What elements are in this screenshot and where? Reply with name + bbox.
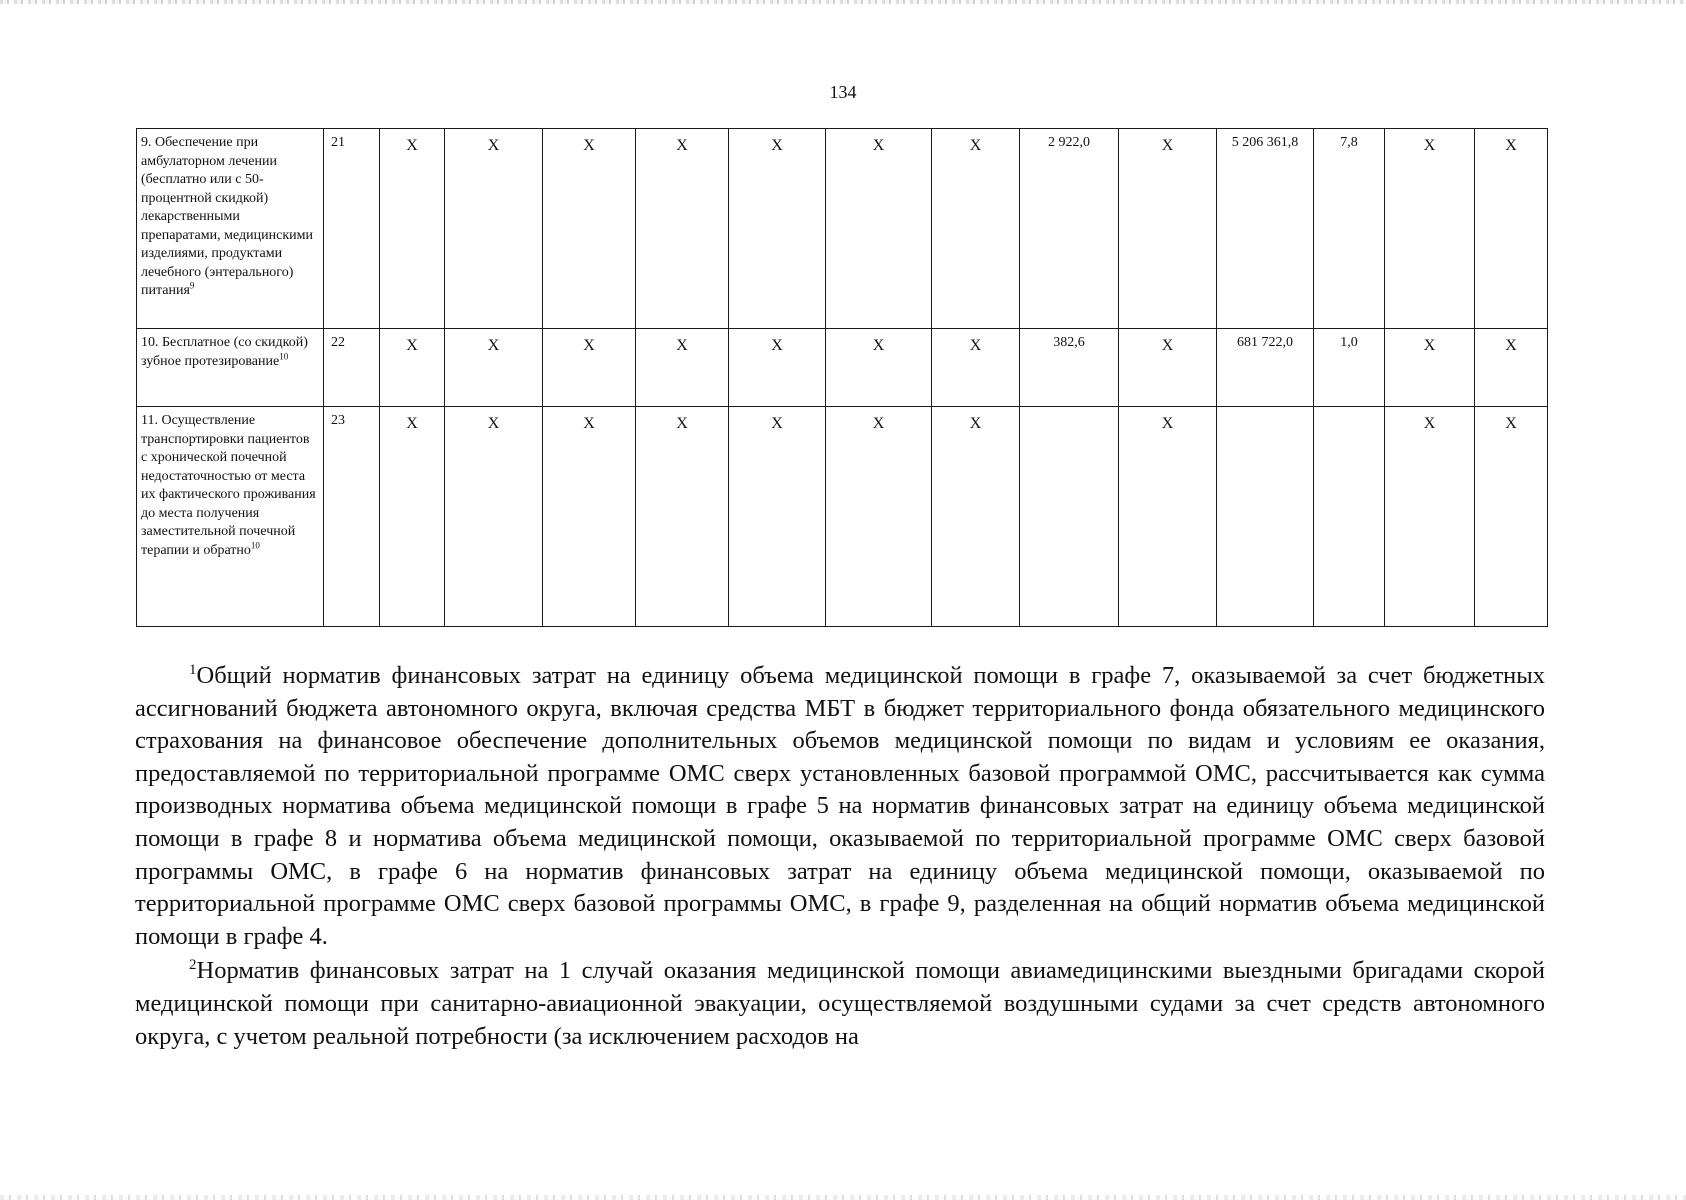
footnotes [135, 660, 1545, 1055]
table-cell: Х [636, 407, 729, 627]
table-cell: Х [636, 329, 729, 407]
table-cell: Х [380, 407, 445, 627]
scan-edge-bottom [0, 1195, 1686, 1200]
row-name: 11. Осуществление транспортировки пациентов с хронической почечной недостаточностью от места их фактического проживания до места получения заместительной почечной терапии и обратно [141, 413, 316, 558]
table-cell: Х [1119, 407, 1217, 627]
table-cell-value: 382,6 [1020, 329, 1119, 407]
row-name-cell [137, 407, 324, 627]
table-cell: Х [729, 129, 826, 329]
table-row [137, 129, 1548, 329]
table-cell: Х [1475, 129, 1548, 329]
table-cell: Х [543, 407, 636, 627]
row-name: 9. Обеспечение при амбулаторном лечении (бесплатно или с 50-процентной скидкой) лекарственными препаратами, медицинскими изделиями, продуктами лечебного (энтерального) питания [141, 135, 313, 298]
footnote-marker: 1 [189, 661, 197, 678]
table-cell: Х [826, 129, 932, 329]
footnote-paragraph [135, 955, 1545, 1053]
scan-edge-top [0, 0, 1686, 4]
table-cell: Х [543, 129, 636, 329]
table-cell: Х [932, 329, 1020, 407]
footnote-marker: 2 [189, 957, 197, 974]
table-cell: Х [932, 407, 1020, 627]
table-cell: Х [729, 407, 826, 627]
footnote-ref: 10 [250, 539, 260, 550]
footnote-paragraph [135, 660, 1545, 953]
table-cell-value: 5 206 361,8 [1217, 129, 1314, 329]
table-cell-value [1314, 407, 1385, 627]
table-cell: Х [1385, 329, 1475, 407]
footnote-text: Норматив финансовых затрат на 1 случай оказания медицинской помощи авиамедицинскими выездными бригадами скорой медицинской помощи при санитарно-авиационной эвакуации, осуществляемой воздушными судами за счет средств автономного округа, с учетом реальной потребности (за исключением расходов на [135, 957, 1545, 1050]
table-cell-value [1217, 407, 1314, 627]
table-cell-value [1020, 407, 1119, 627]
row-number: 22 [324, 329, 380, 407]
table-cell-value: 681 722,0 [1217, 329, 1314, 407]
table-cell: Х [445, 129, 543, 329]
footnote-ref: 9 [189, 280, 195, 291]
table-cell: Х [380, 329, 445, 407]
table-cell: Х [1475, 329, 1548, 407]
row-name: 10. Бесплатное (со скидкой) зубное протезирование [141, 335, 308, 369]
row-name-cell [137, 129, 324, 329]
table-cell: Х [636, 129, 729, 329]
table-cell-value: 7,8 [1314, 129, 1385, 329]
footnote-ref: 10 [279, 350, 289, 361]
table-cell-value: 1,0 [1314, 329, 1385, 407]
table-cell: Х [1385, 407, 1475, 627]
row-number: 21 [324, 129, 380, 329]
table-cell: Х [380, 129, 445, 329]
table-cell: Х [1385, 129, 1475, 329]
table-row [137, 407, 1548, 627]
page-number: 134 [829, 82, 857, 102]
table-cell: Х [543, 329, 636, 407]
table-row [137, 329, 1548, 407]
table-cell: Х [1119, 129, 1217, 329]
table-cell: Х [729, 329, 826, 407]
row-number: 23 [324, 407, 380, 627]
financing-table [136, 128, 1548, 627]
table-cell: Х [1119, 329, 1217, 407]
table-cell: Х [932, 129, 1020, 329]
row-name-cell [137, 329, 324, 407]
table-cell-value: 2 922,0 [1020, 129, 1119, 329]
table-cell: Х [826, 329, 932, 407]
table-cell: Х [445, 329, 543, 407]
table-cell: Х [1475, 407, 1548, 627]
table-cell: Х [826, 407, 932, 627]
footnote-text: Общий норматив финансовых затрат на единицу объема медицинской помощи в графе 7, оказываемой за счет бюджетных ассигнований бюджета автономного округа, включая средства МБТ в бюджет территориального фонда обязательного медицинского страхования на финансовое обеспечение дополнительных объемов медицинской помощи по видам и условиям ее оказания, предоставляемой по территориальной программе ОМС сверх установленных базовой программой ОМС, рассчитывается как сумма производных норматива объема медицинской помощи в графе 5 на норматив финансовых затрат на единицу объема медицинской помощи в графе 8 и норматива объема медицинской помощи, оказываемой по территориальной программе ОМС сверх базовой программы ОМС, в графе 6 на норматив финансовых затрат на единицу объема медицинской помощи, оказываемой по территориальной программе ОМС сверх базовой программы ОМС, в графе 9, разделенная на общий норматив объема медицинской помощи в графе 4. [135, 662, 1545, 950]
table-cell: Х [445, 407, 543, 627]
